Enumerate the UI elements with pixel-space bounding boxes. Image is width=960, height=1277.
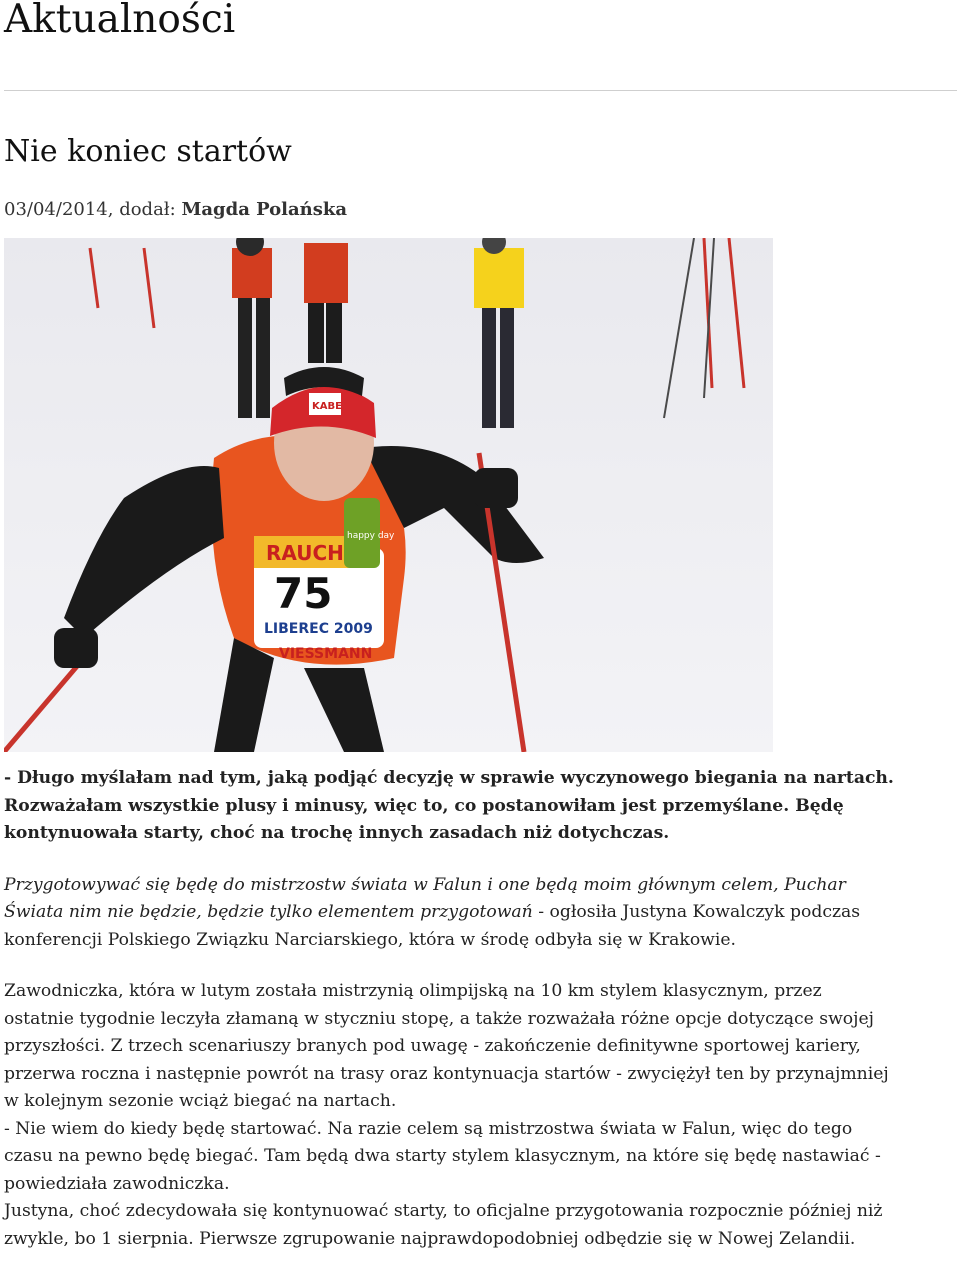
article-meta	[4, 196, 347, 224]
rauch-logo: RAUCH	[266, 541, 344, 565]
bottle-text: happy day	[347, 531, 395, 541]
body-line: ostatnie tygodnie leczyła złamaną w styczniu stopę, a także rozważała różne opcje dotyczące swojej	[4, 1008, 874, 1029]
body-line: przyszłości. Z trzech scenariuszy branych pod uwagę - zakończenie definitywne sportowej kariery,	[4, 1036, 861, 1056]
body-line: w kolejnym sezonie wciąż biegać na nartach.	[4, 1091, 397, 1111]
lead-line: - Długo myślałam nad tym, jaką podjąć decyzję w sprawie wyczynowego biegania na nartach.	[4, 768, 894, 788]
body-line: Justyna, choć zdecydowała się kontynuować starty, to oficjalne przygotowania rozpocznie później niż	[4, 1201, 883, 1221]
lead-line: kontynuowała starty, choć na trochę innych zasadach niż dotychczas.	[4, 823, 670, 843]
bib-bottom-text: LIBEREC 2009	[264, 621, 373, 637]
quote-paragraph	[4, 872, 958, 955]
quote-attribution: - ogłosiła Justyna Kowalczyk podczas	[532, 902, 861, 922]
added-by-label: , dodał:	[107, 199, 182, 220]
divider	[4, 90, 957, 91]
article-body	[4, 765, 958, 1277]
lead-paragraph	[4, 765, 958, 848]
body-line: - Nie wiem do kiedy będę startować. Na razie celem są mistrzostwa świata w Falun, więc do tego	[4, 1118, 853, 1139]
body-line: Zawodniczka, która w lutym została mistrzynią olimpijską na 10 km stylem klasycznym, przez	[4, 981, 822, 1001]
quote-italic-1: Przygotowywać się będę do mistrzostw świata w Falun i one będą moim głównym celem, Puchar	[4, 874, 846, 895]
sponsor-text: VIESSMANN	[279, 646, 373, 662]
article-title[interactable]: Nie koniec startów	[4, 134, 292, 169]
article-photo	[4, 238, 773, 752]
body-paragraph	[4, 978, 958, 1253]
body-line: zwykle, bo 1 sierpnia. Pierwsze zgrupowanie najprawdopodobniej odbędzie się w Nowej Zelandii.	[4, 1228, 856, 1249]
body-line: powiedziała zawodniczka.	[4, 1173, 230, 1194]
page-section-title: Aktualności	[4, 0, 236, 42]
lead-line: Rozważałam wszystkie plusy i minusy, więc to, co postanowiłam jest przemyślane. Będę	[4, 795, 844, 816]
body-line: przerwa roczna i następnie powrót na trasy oraz kontynuacja startów - zwyciężył ten by przynajmniej	[4, 1063, 889, 1084]
article-author[interactable]: Magda Polańska	[181, 199, 348, 220]
bib-number: 75	[274, 569, 333, 618]
body-line: czasu na pewno będę biegać. Tam będą dwa starty stylem klasycznym, na które się będę nastawiać -	[4, 1146, 881, 1166]
quote-line-3: konferencji Polskiego Związku Narciarskiego, która w środę odbyła się w Krakowie.	[4, 929, 737, 950]
article-date: 03/04/2014	[4, 199, 108, 220]
headband-text: KABE	[312, 401, 342, 412]
quote-italic-2: Świata nim nie będzie, będzie tylko elementem przygotowań	[4, 902, 533, 922]
